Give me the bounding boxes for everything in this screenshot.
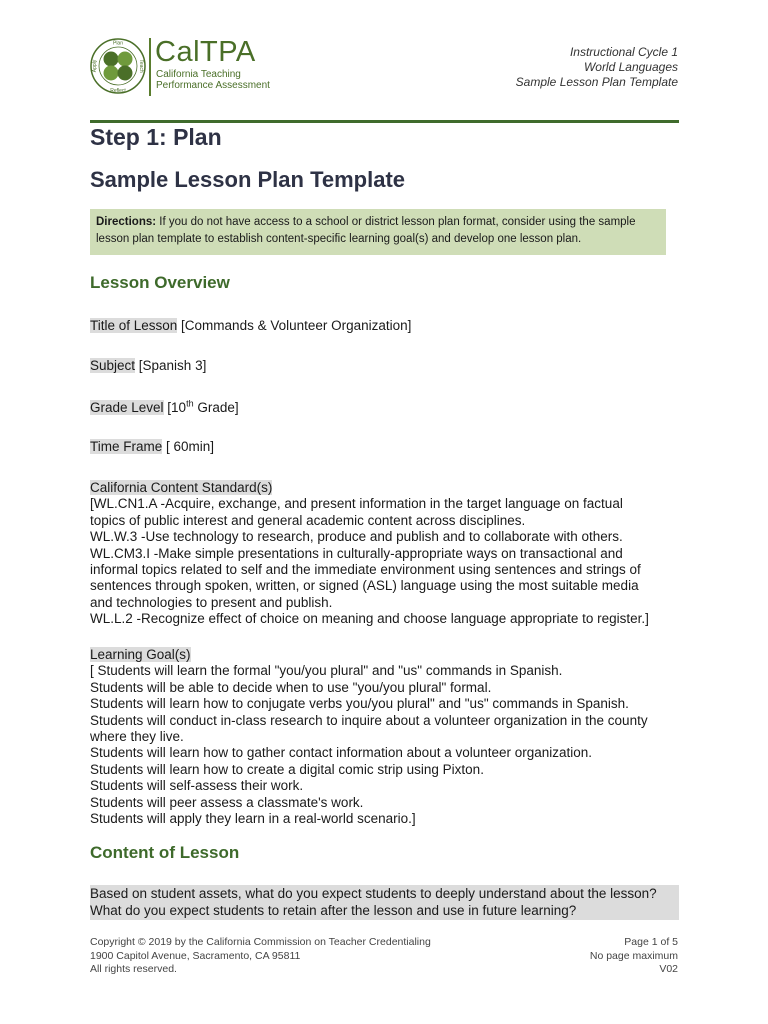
footer-copyright-line: Copyright © 2019 by the California Commission on Teacher Credentialing <box>90 936 431 948</box>
content-standards-block <box>90 480 680 628</box>
content-standard-line: WL.W.3 -Use technology to research, produce and publish and to collaborate with others. <box>90 529 623 545</box>
content-standards-list <box>90 496 680 627</box>
learning-goal-line: where they live. <box>90 729 184 745</box>
subject-value: [Spanish 3] <box>135 358 207 373</box>
logo-subtitle-line-1: California Teaching <box>156 69 241 80</box>
grade-level-value <box>164 400 239 415</box>
lesson-title-value: [Commands & Volunteer Organization] <box>177 318 412 333</box>
time-frame-field <box>90 439 214 454</box>
time-frame-label: Time Frame <box>90 439 163 454</box>
footer-address: 1900 Capitol Avenue, Sacramento, CA 95811 <box>90 949 301 962</box>
learning-goal-line: Students will learn how to create a digital comic strip using Pixton. <box>90 761 484 777</box>
page-title: Step 1: Plan <box>90 124 222 150</box>
footer-rights: All rights reserved. <box>90 963 177 975</box>
content-standards-label: California Content Standard(s) <box>90 480 273 495</box>
content-standard-line: [WL.CN1.A -Acquire, exchange, and present information in the target language on factual <box>90 496 623 512</box>
header-meta <box>516 45 678 90</box>
learning-goals-block <box>90 647 680 827</box>
header-template-name: Sample Lesson Plan Template <box>515 75 678 89</box>
footer-copyright <box>90 936 431 977</box>
footer-version: V02 <box>659 963 678 975</box>
content-standard-line: informal topics related to self and the immediate environment using sentences and strings of <box>90 562 641 578</box>
footer-page-maximum: No page maximum <box>589 949 678 962</box>
grade-level-field <box>90 398 239 415</box>
learning-goals-list <box>90 663 680 827</box>
learning-goal-line: Students will apply they learn in a real-world scenario.] <box>90 811 416 827</box>
learning-goals-label: Learning Goal(s) <box>90 647 191 662</box>
page-subtitle: Sample Lesson Plan Template <box>90 167 406 192</box>
grade-level-label: Grade Level <box>90 399 164 415</box>
header-cycle: Instructional Cycle 1 <box>569 45 678 59</box>
content-of-lesson-heading: Content of Lesson <box>90 843 240 862</box>
directions-text: If you do not have access to a school or district lesson plan format, consider using the sample lesson plan template to establish content-specific learning goal(s) and develop one lesson plan. <box>96 216 636 245</box>
learning-goal-line: Students will learn how to gather contact information about a volunteer organization. <box>90 745 593 761</box>
header-divider <box>90 120 679 123</box>
learning-goal-line: [ Students will learn the formal "you/you plural" and "us" commands in Spanish. <box>90 663 563 679</box>
content-standard-line: topics of public interest and general academic content across disciplines. <box>90 512 526 528</box>
directions-label: Directions: <box>96 216 157 228</box>
time-frame-value: [ 60min] <box>162 439 215 454</box>
content-standard-line: sentences through spoken, written, or signed (ASL) language using the most suitable media <box>90 578 639 594</box>
content-question-box <box>90 885 679 920</box>
footer-page-number: Page 1 of 5 <box>624 936 678 948</box>
lesson-overview-heading: Lesson Overview <box>90 273 230 292</box>
header-subject: World Languages <box>583 60 678 74</box>
content-standard-line: WL.CM3.I -Make simple presentations in culturally-appropriate ways on transactional and <box>90 545 623 561</box>
content-standard-line: and technologies to present and publish. <box>90 594 333 610</box>
grade-level-number: [10 <box>163 399 187 415</box>
directions-box <box>90 209 666 255</box>
subject-label: Subject <box>90 358 136 373</box>
learning-goal-line: Students will self-assess their work. <box>90 778 304 794</box>
seal-word-reflect: Reflect <box>110 88 126 94</box>
caltpa-logo <box>89 34 271 100</box>
lesson-title-label: Title of Lesson <box>90 318 178 333</box>
logo-title: CalTPA <box>155 36 256 68</box>
learning-goal-line: Students will conduct in-class research to inquire about a volunteer organization in the county <box>90 712 648 728</box>
logo-subtitle-line-2: Performance Assessment <box>156 80 270 91</box>
grade-level-suffix: th <box>186 398 194 408</box>
lesson-title-field <box>90 318 411 333</box>
learning-goal-line: Students will peer assess a classmate's work. <box>90 794 364 810</box>
learning-goal-line: Students will be able to decide when to use "you/you plural" formal. <box>90 679 492 695</box>
learning-goal-line: Students will learn how to conjugate verbs you/you plural" and "us" commands in Spanish. <box>90 696 629 712</box>
seal-word-plan: Plan <box>112 40 124 47</box>
content-question-2: What do you expect students to retain after the lesson and use in future learning? <box>90 903 577 918</box>
caltpa-seal-icon <box>89 34 147 98</box>
footer-page-info <box>590 936 678 977</box>
subject-field <box>90 358 206 373</box>
seal-word-apply: Apply <box>92 59 98 73</box>
content-standard-line: WL.L.2 -Recognize effect of choice on meaning and choose language appropriate to register.] <box>90 611 649 627</box>
grade-level-tail: Grade] <box>193 399 239 415</box>
seal-word-teach: Teach <box>138 59 144 73</box>
logo-subtitle <box>156 69 270 91</box>
content-question-1: Based on student assets, what do you expect students to deeply understand about the lesson? <box>90 886 657 901</box>
logo-divider <box>149 38 151 96</box>
